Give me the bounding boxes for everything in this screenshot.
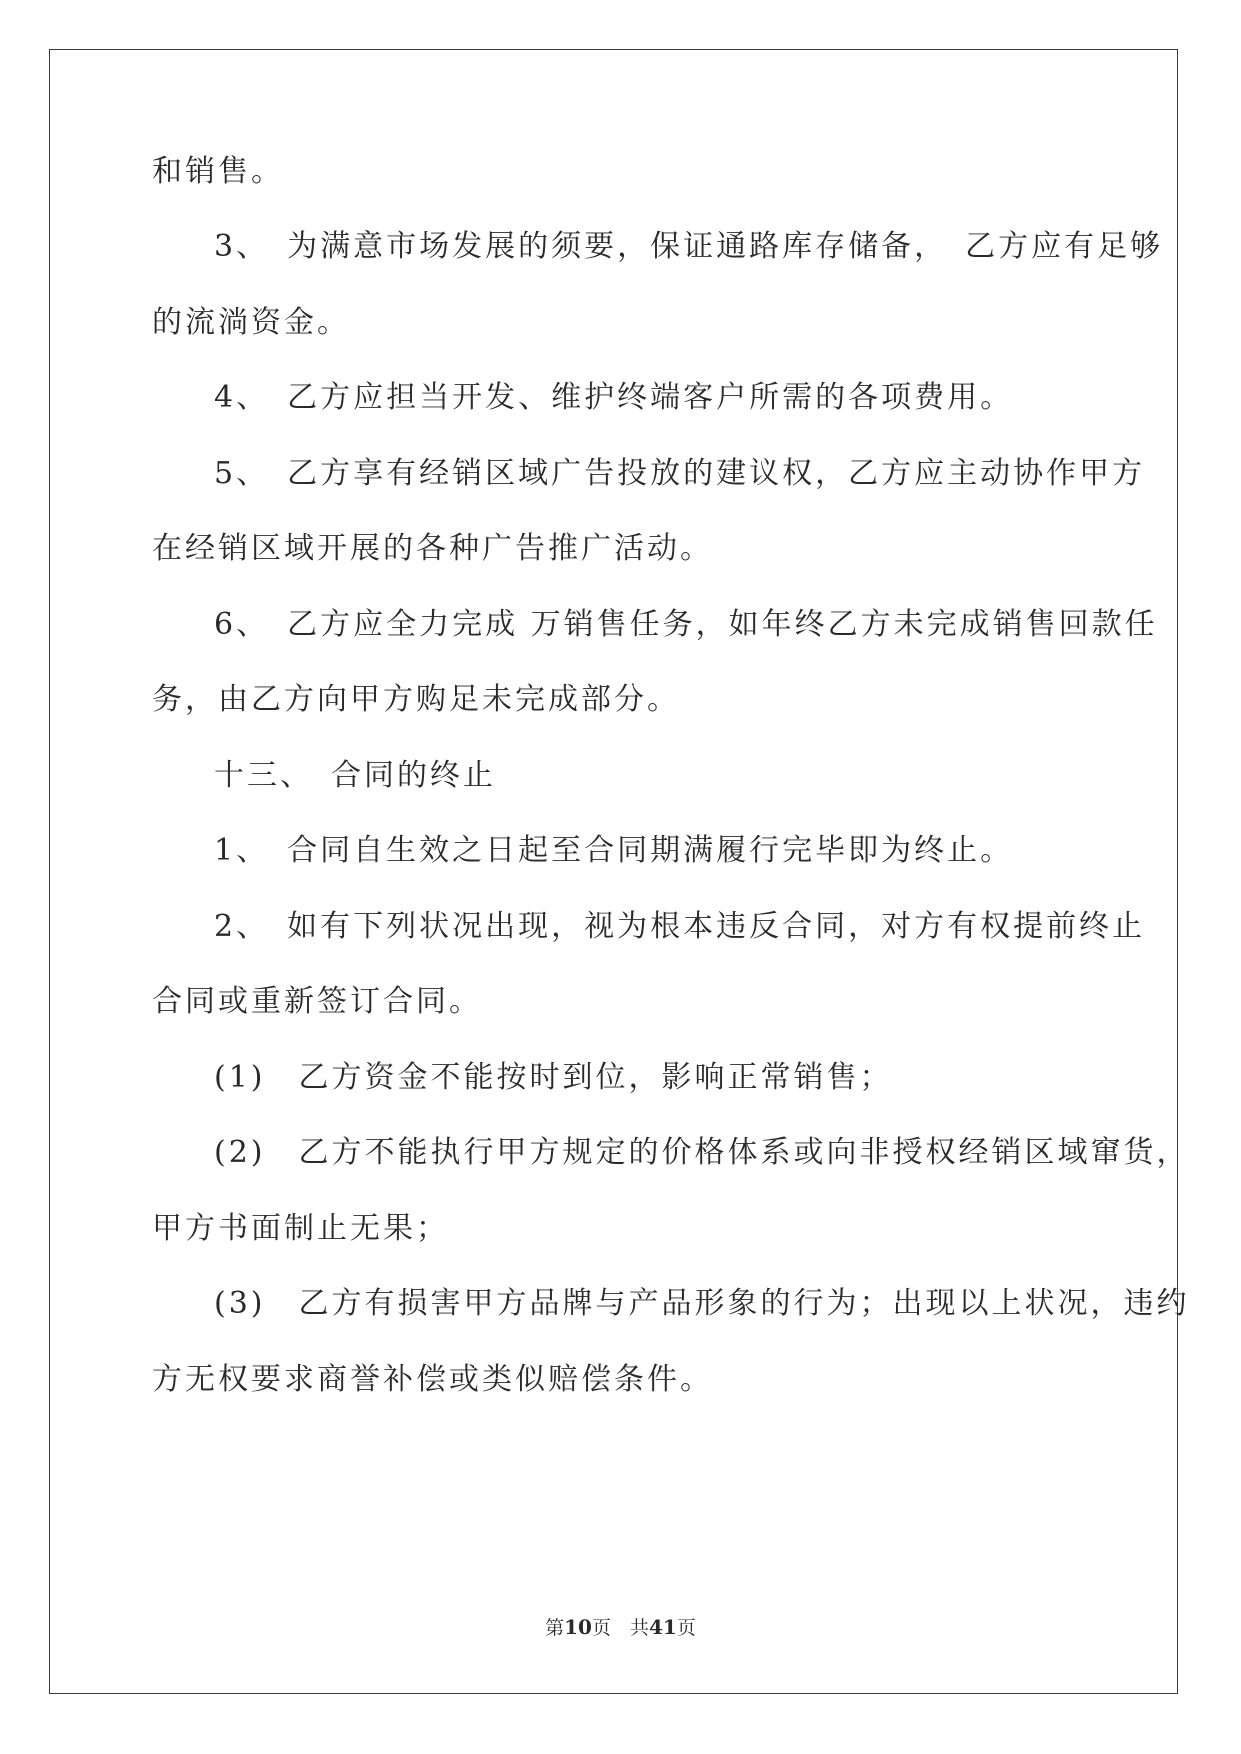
text-line: 务，由乙方向甲方购足未完成部分。 (152, 682, 680, 717)
text-line: 方无权要求商誉补偿或类似赔偿条件。 (152, 1362, 713, 1397)
section-heading: 十三、 合同的终止 (214, 758, 496, 793)
text-line: 和销售。 (152, 154, 284, 189)
footer-middle: 页 共 (591, 1617, 649, 1639)
footer-suffix: 页 (676, 1617, 696, 1639)
page-footer (0, 1615, 1241, 1640)
text-line: 在经销区域开展的各种广告推广活动。 (152, 531, 713, 566)
text-line: 合同或重新签订合同。 (152, 984, 482, 1019)
text-line: (1) 乙方资金不能按时到位，影响正常销售； (214, 1060, 893, 1095)
text-line: 1、 合同自生效之日起至合同期满履行完毕即为终止。 (214, 833, 1014, 868)
text-line: 4、 乙方应担当开发、维护终端客户所需的各项费用。 (214, 380, 1014, 415)
text-line: 6、 乙方应全力完成 万销售任务，如年终乙方未完成销售回款任 (214, 607, 1158, 642)
text-line: 2、 如有下列状况出现，视为根本违反合同，对方有权提前终止 (214, 909, 1146, 944)
text-line: 3、 为满意市场发展的须要，保证通路库存储备， 乙方应有足够 (214, 229, 1164, 264)
text-line: 甲方书面制止无果； (152, 1211, 449, 1246)
total-pages-number: 41 (649, 1615, 677, 1639)
text-line: 的流淌资金。 (152, 305, 350, 340)
page-border (49, 49, 1178, 1694)
current-page-number: 10 (564, 1615, 592, 1639)
text-line: 5、 乙方享有经销区域广告投放的建议权，乙方应主动协作甲方 (214, 456, 1146, 491)
footer-prefix: 第 (545, 1617, 565, 1639)
text-line: (3) 乙方有损害甲方品牌与产品形象的行为；出现以上状况，违约 (214, 1286, 1190, 1321)
text-line: (2) 乙方不能执行甲方规定的价格体系或向非授权经销区域窜货， (214, 1135, 1190, 1170)
